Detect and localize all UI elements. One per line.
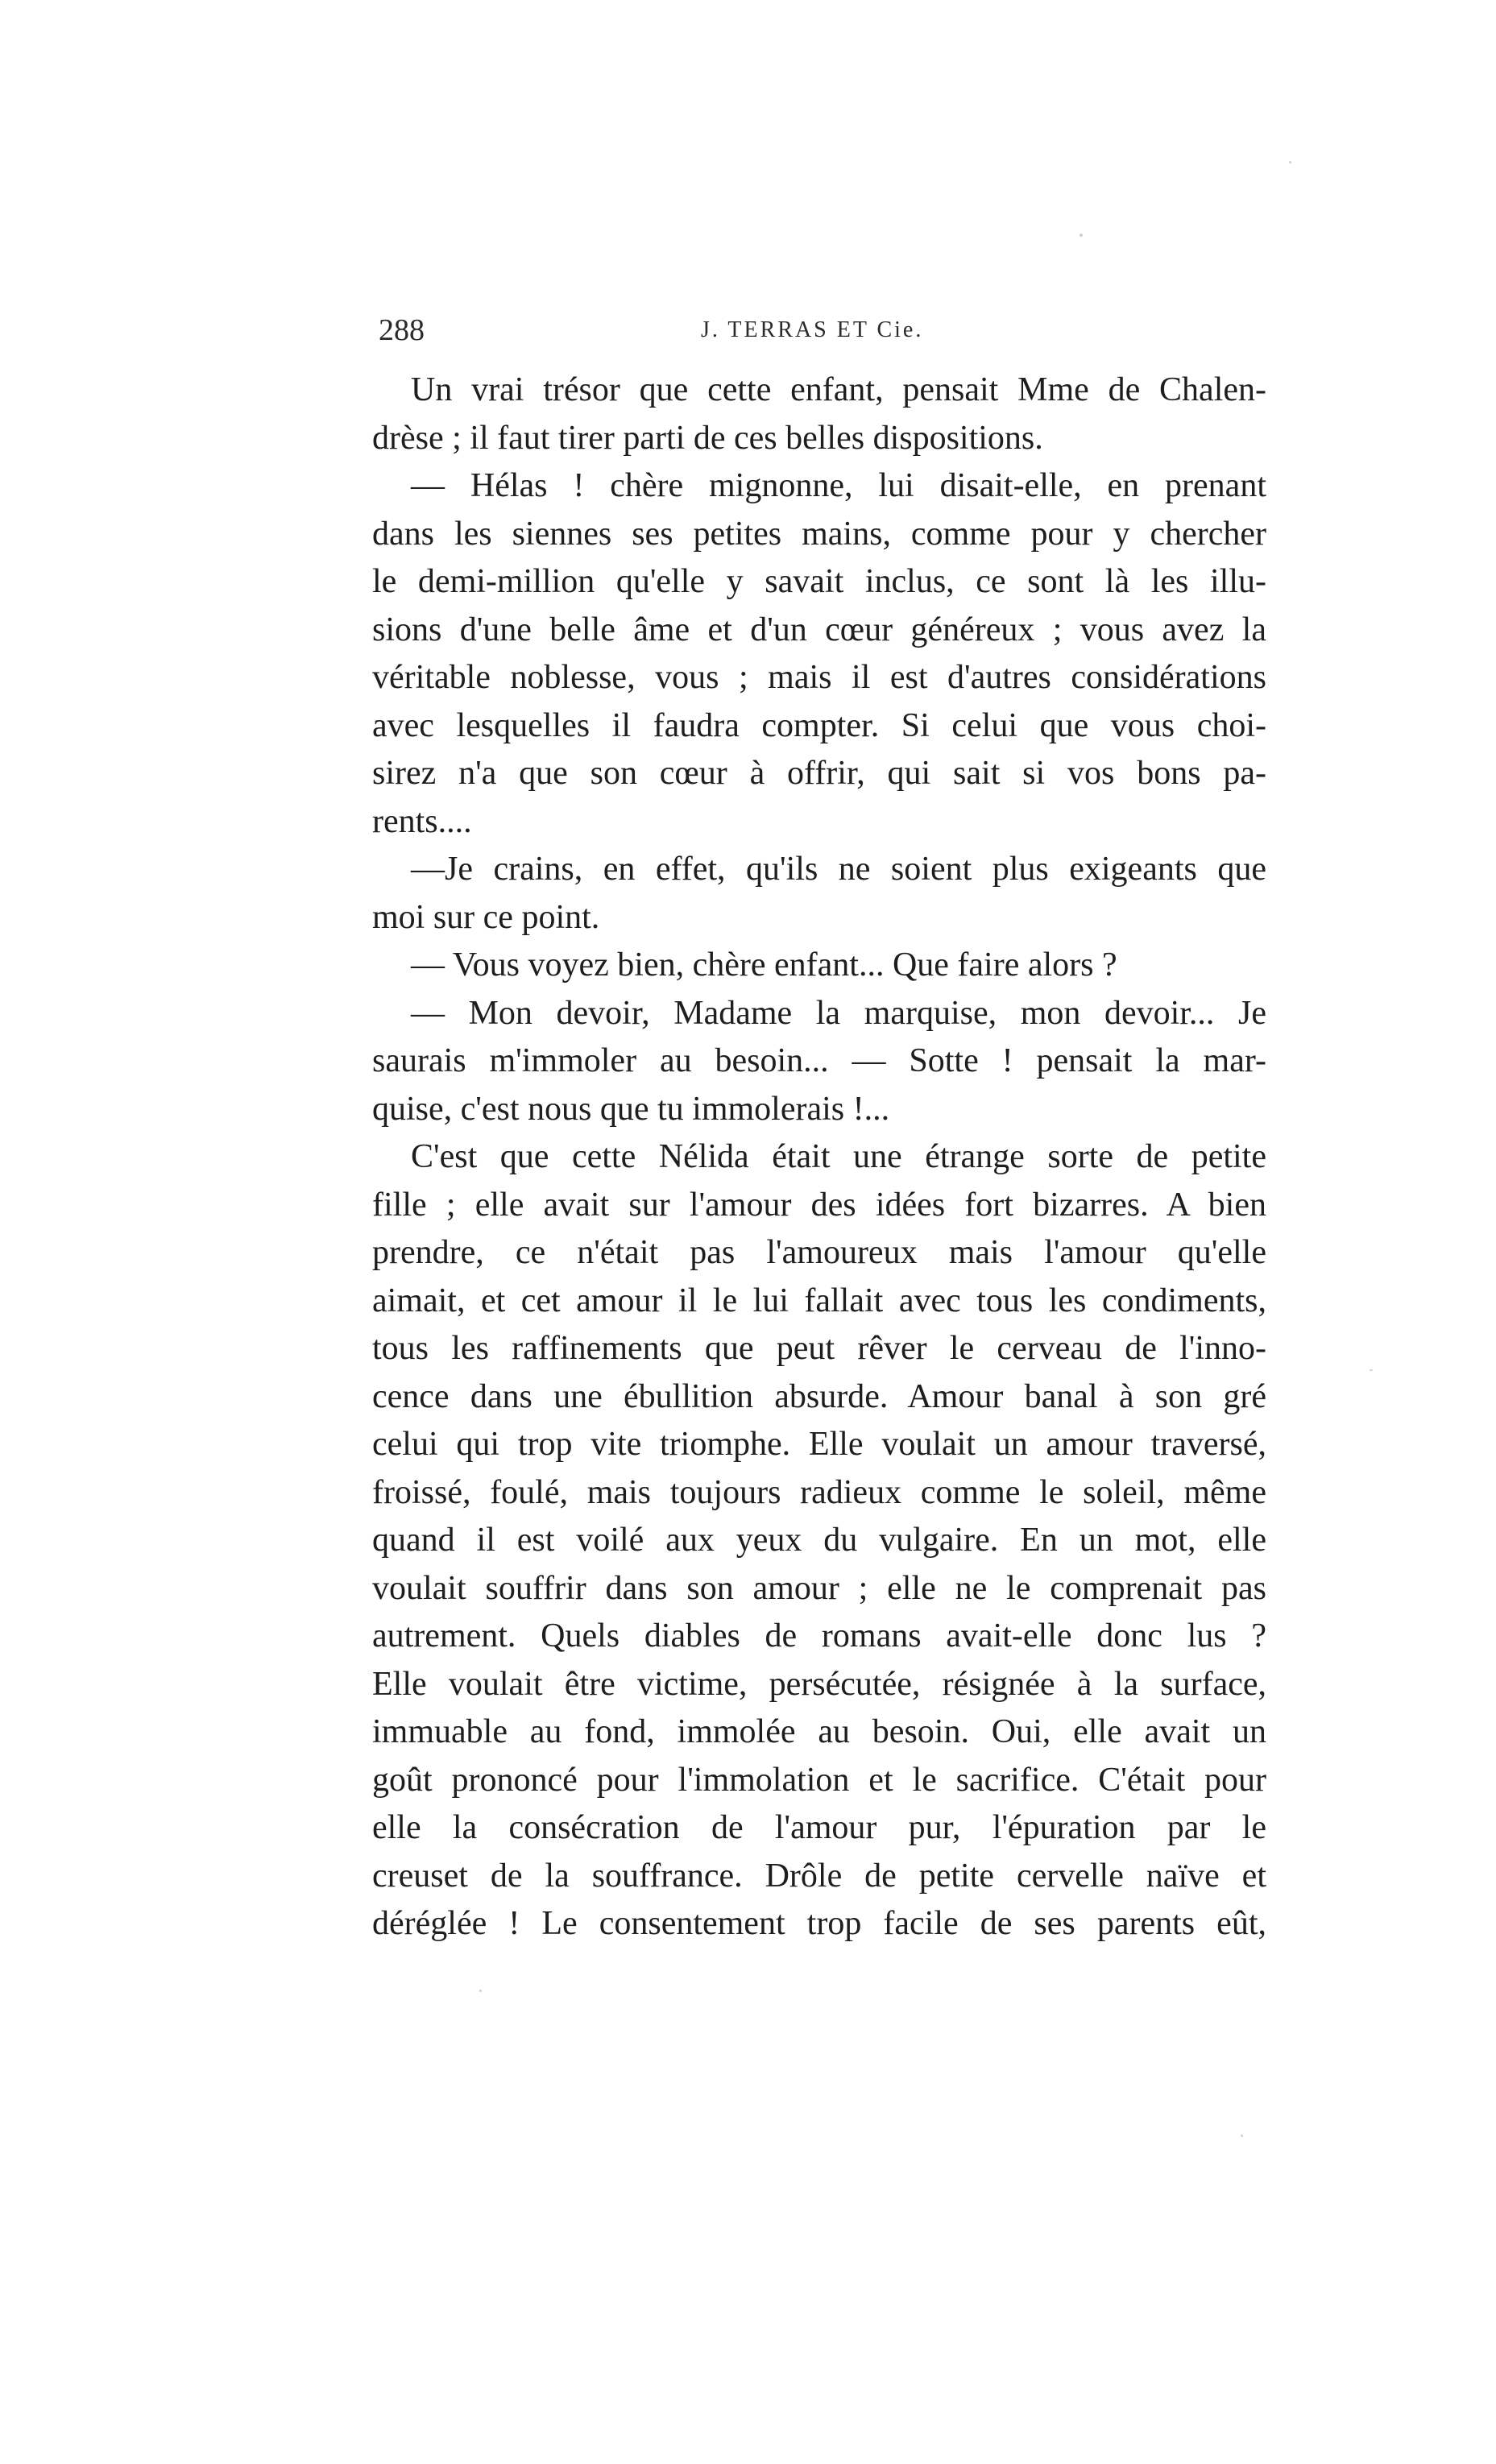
text-line: autrement. Quels diables de romans avait-elle donc lus ?	[372, 1617, 1266, 1654]
text-line: celui qui trop vite triomphe. Elle voulait un amour traversé,	[372, 1426, 1266, 1463]
text-line: sions d'une belle âme et d'un cœur généreux ; vous avez la	[372, 611, 1266, 648]
text-line: immuable au fond, immolée au besoin. Oui, elle avait un	[372, 1713, 1266, 1750]
text-line: goût prononcé pour l'immolation et le sacrifice. C'était pour	[372, 1761, 1266, 1799]
text-line: quise, c'est nous que tu immolerais !...	[372, 1090, 890, 1128]
text-line: — Vous voyez bien, chère enfant... Que faire alors ?	[411, 946, 1117, 984]
text-line: sirez n'a que son cœur à offrir, qui sait si vos bons pa-	[372, 755, 1266, 792]
running-head: J. TERRAS ET Cie.	[701, 317, 924, 342]
text-line: voulait souffrir dans son amour ; elle ne le comprenait pas	[372, 1569, 1266, 1607]
text-line: rents....	[372, 802, 472, 840]
paper-speck	[479, 1990, 482, 1992]
text-line: prendre, ce n'était pas l'amoureux mais l'amour qu'elle	[372, 1234, 1266, 1271]
text-line: Elle voulait être victime, persécutée, résignée à la surface,	[372, 1665, 1266, 1703]
text-line: C'est que cette Nélida était une étrange sorte de petite	[411, 1138, 1266, 1175]
text-line: Un vrai trésor que cette enfant, pensait Mme de Chalen-	[411, 371, 1266, 408]
paper-speck	[1241, 2135, 1243, 2137]
text-line: saurais m'immoler au besoin... — Sotte ! pensait la mar-	[372, 1042, 1266, 1079]
text-line: moi sur ce point.	[372, 898, 600, 936]
text-line: cence dans une ébullition absurde. Amour banal à son gré	[372, 1377, 1266, 1415]
paper-speck	[1289, 161, 1291, 164]
page-number: 288	[379, 313, 425, 347]
text-line: avec lesquelles il faudra compter. Si celui que vous choi-	[372, 706, 1266, 744]
text-line: fille ; elle avait sur l'amour des idées fort bizarres. A bien	[372, 1186, 1266, 1224]
text-line: dans les siennes ses petites mains, comme pour y chercher	[372, 515, 1266, 553]
paper-speck	[1080, 234, 1083, 237]
text-line: quand il est voilé aux yeux du vulgaire. En un mot, elle	[372, 1522, 1266, 1559]
text-line: froissé, foulé, mais toujours radieux comme le soleil, même	[372, 1473, 1266, 1511]
text-line: véritable noblesse, vous ; mais il est d'autres considérations	[372, 659, 1266, 696]
text-line: creuset de la souffrance. Drôle de petite cervelle naïve et	[372, 1857, 1266, 1895]
text-line: elle la consécration de l'amour pur, l'épuration par le	[372, 1809, 1266, 1846]
text-line: — Mon devoir, Madame la marquise, mon devoir... Je	[411, 994, 1266, 1032]
text-line: le demi-million qu'elle y savait inclus, ce sont là les illu-	[372, 563, 1266, 600]
text-line: — Hélas ! chère mignonne, lui disait-elle, en prenant	[411, 467, 1266, 504]
text-line: tous les raffinements que peut rêver le cerveau de l'inno-	[372, 1330, 1266, 1367]
text-line: déréglée ! Le consentement trop facile de ses parents eût,	[372, 1905, 1266, 1942]
text-line: drèse ; il faut tirer parti de ces belles dispositions.	[372, 419, 1043, 457]
text-line: —Je crains, en effet, qu'ils ne soient plus exigeants que	[411, 851, 1266, 888]
paper-speck	[1370, 1369, 1373, 1371]
body-text	[372, 366, 1266, 1948]
text-line: aimait, et cet amour il le lui fallait avec tous les condiments,	[372, 1282, 1266, 1319]
page-header	[379, 313, 1273, 361]
